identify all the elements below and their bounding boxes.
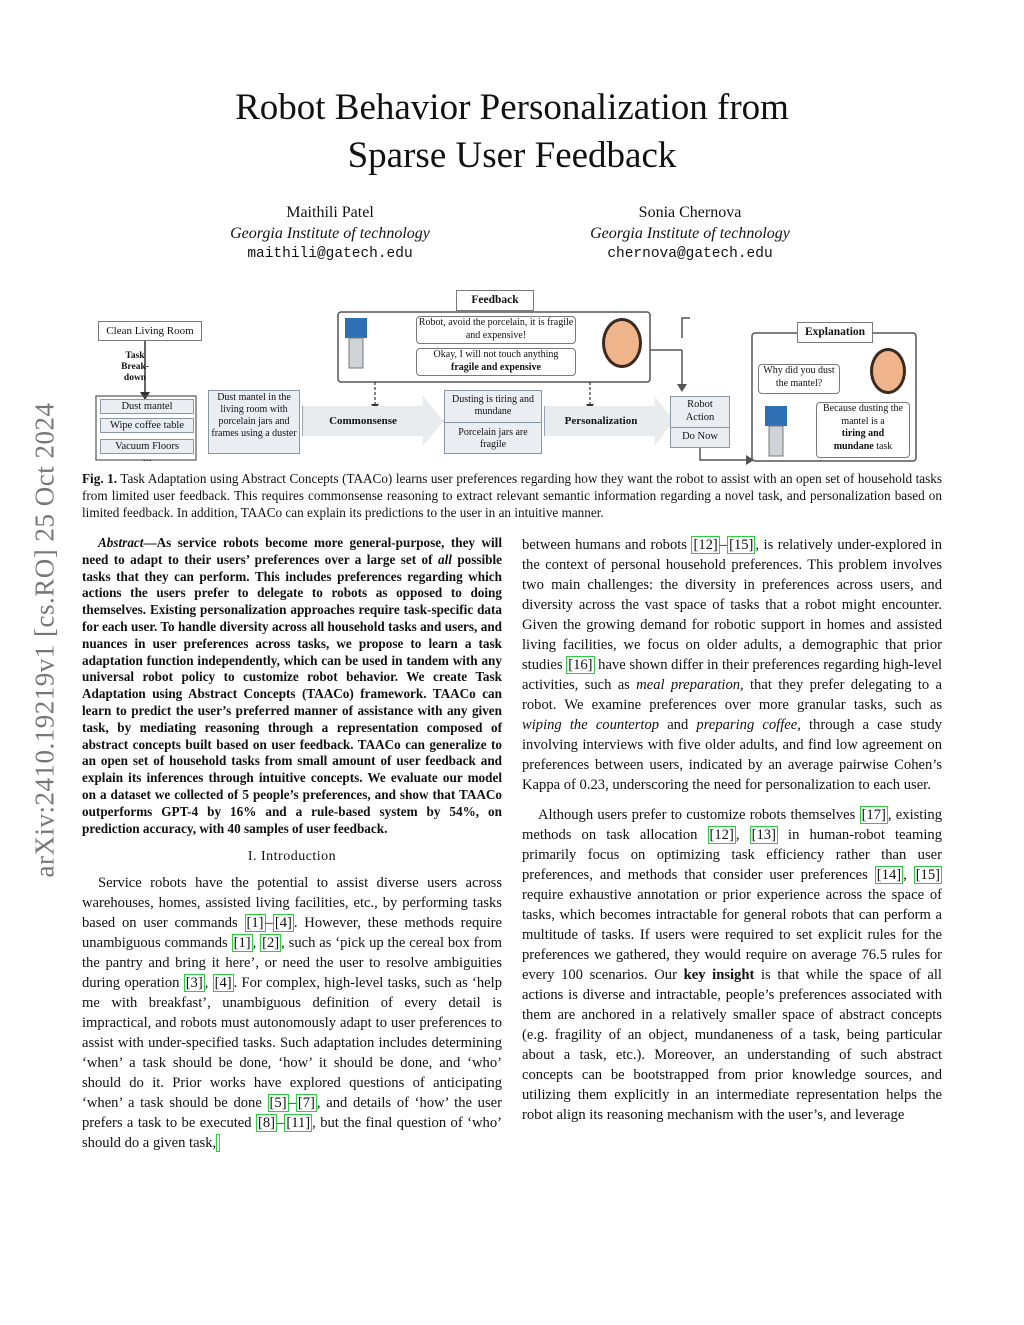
subtask-ellipsis: ... (142, 452, 152, 464)
citation-link[interactable]: [12] (709, 827, 734, 843)
citation-link[interactable]: [15] (729, 537, 754, 553)
citation-link[interactable]: [7] (297, 1095, 315, 1112)
citation-link[interactable]: [1] (233, 935, 251, 952)
abstract-concepts-box: Dusting is tiring and mundane Porcelain jars are fragile (444, 390, 542, 454)
explanation-label: Explanation (797, 322, 873, 343)
citation-link[interactable]: [12] (693, 537, 718, 553)
robot-action-box: Robot Action Do Now (670, 396, 730, 448)
citation-link[interactable]: [16] (568, 657, 593, 673)
citation-link[interactable]: [4] (274, 915, 292, 932)
because-bubble: Because dusting the mantel is a tiring and mundane task (816, 402, 910, 458)
figure-caption (82, 470, 942, 521)
caption-label: Fig. 1. (82, 471, 118, 486)
citation-link[interactable]: [8] (258, 1115, 276, 1132)
intro-paragraph: Service robots have the potential to assist diverse users across warehouses, homes, assisted living facilities, etc., by performing tasks based on user commands [1] – [4] . However, these methods require unambiguous commands [1] , [2] , such as ‘pick up the cereal box from the pantry and bring it here’, or need the user to resolve ambiguities during operation [3] , [4] . For complex, high-level tasks, such as ‘help me with breakfast’, unambiguous definition of every detail is impractical, and robots must autonomously adapt to user preferences to assist with under-specified tasks. Such adaptation includes determining ‘when’ a task should be done, ‘how’ it should be done, and ‘who’ should do it. Prior works have explored questions of anticipating ‘when’ a task should be done [5] – [7] , and details of ‘how’ the user prefers a task to be executed [8] – [11] , but the final question of ‘who’ should do a given task, (82, 875, 502, 1152)
why-question-bubble: Why did you dust the mantel? (758, 364, 840, 394)
citation-link[interactable] (216, 1134, 220, 1152)
commonsense-label: Commonsense (329, 415, 397, 427)
figure-1 (90, 288, 930, 466)
feedback-user-bubble: Robot, avoid the porcelain, it is fragile and expensive! (416, 316, 576, 344)
citation-link[interactable]: [3] (185, 975, 203, 992)
subtask-wipe-coffee-table: Wipe coffee table (100, 418, 194, 433)
personalization-label: Personalization (564, 415, 638, 427)
citation-link[interactable]: [4] (214, 975, 232, 992)
arxiv-sidebar-stamp (22, 330, 68, 950)
citation-link[interactable]: [13] (751, 827, 776, 843)
user-avatar-explanation (870, 348, 906, 394)
abstract: Abstract—As service robots become more general-purpose, they will need to adapt to their users’ preferences over a large set of all possible tasks that they can perform. This includes preferences regarding which actions the users prefer to delegate to robots as opposed to doing themselves. Existing personalization approaches require task-specific data for each user. To handle diversity across all household tasks and users, and nuances in user preferences across tasks, we propose to learn a task adaptation function independently, which can be used in tandem with any universal robot policy to customize robot behavior. We create Task Adaptation using Abstract Concepts (TAACo) framework. TAACo can learn to predict the user’s preferred manner of assistance with any given task, by mediating reasoning through a representation composed of abstract concepts built based on user feedback. TAACo can generalize to an open set of household tasks from small amount of user feedback and explain its inferences through intuitive concepts. We evaluate our model on a dataset we collected of 5 people’s preferences, and show that TAACo outperforms GPT-4 by 16% and a rule-based system by 54%, on prediction accuracy, with 40 samples of user feedback. (82, 535, 503, 836)
subtask-dust-mantel: Dust mantel (100, 399, 194, 414)
feedback-robot-bubble: Okay, I will not touch anything fragile and expensive (416, 348, 576, 376)
citation-link[interactable]: [1] (246, 915, 264, 932)
feedback-label: Feedback (456, 290, 534, 311)
author-name: Maithili Patel (286, 204, 374, 221)
author-email[interactable]: chernova@gatech.edu (607, 246, 773, 262)
subtask-vacuum-floors: Vacuum Floors (100, 439, 194, 454)
author-block-2 (510, 202, 870, 265)
author-block-1 (150, 202, 510, 265)
author-email[interactable]: maithili@gatech.edu (247, 246, 413, 262)
section-heading-introduction: I. Introduction (247, 849, 337, 865)
paper-title: Robot Behavior Personalization from Sparse User Feedback (235, 87, 789, 176)
task-breakdown-label: Task Break-down (121, 351, 149, 383)
left-column (82, 535, 502, 1153)
caption-text: Task Adaptation using Abstract Concepts (TAACo) learns user preferences regarding how they want the robot to assist with an open set of household tasks from limited user feedback. This requires commonsense reasoning to extract relevant semantic information regarding a novel task, and personalization based on limited feedback. In addition, TAACo can explain its predictions to the user in an intuitive manner. (82, 471, 942, 520)
right-column (522, 535, 942, 1125)
author-affiliation: Georgia Institute of technology (590, 225, 790, 242)
task-description-box: Dust mantel in the living room with porcelain jars and frames using a duster (208, 390, 300, 454)
citation-link[interactable]: [15] (915, 867, 941, 883)
citation-link[interactable]: [17] (861, 807, 886, 823)
citation-link[interactable]: [11] (286, 1115, 311, 1132)
intro-paragraph-2: Although users prefer to customize robots themselves [17] , existing methods on task allocation [12] , [13] in human-robot teaming primarily focus on optimizing task efficiency rather than user preferences, and methods that consider user preferences [14] , [15] require exhaustive annotation or prior experience across the space of tasks, which becomes intractable for general robots that can perform a multitude of tasks. If users were required to set explicit rules for the preferences we gathered, they would require on average 76.5 rules for every 100 scenarios. Our key insight is that while the space of all actions is diverse and intractable, people’s preferences associated with them are anchored in a relatively smaller space of abstract concepts (e.g. fragility of an object, mundaneness of a task, being particular about a task, etc.). Moreover, an understanding of such abstract concepts can be bootstrapped from prior knowledge sources, and utilizing them explicitly in an intermediate representation helps the robot align its reasoning mechanism with the user’s, and leverage (522, 807, 943, 1123)
arxiv-identifier: arXiv:2410.19219v1 [cs.RO] 25 Oct 2024 (29, 402, 60, 878)
user-avatar (602, 318, 642, 368)
author-name: Sonia Chernova (638, 204, 742, 221)
intro-paragraph-continued: between humans and robots [12] – [15] , is relatively under-explored in the context of personal household preferences. This problem involves two main challenges: the diversity in preferences across users, and diversity across the vast space of tasks that a robot might encounter. Given the growing demand for robotic support in homes and assisted living facilities, we focus on older adults, a demographic that prior studies [16] have shown differ in their preferences regarding high-level activities, such as meal preparation, that they prefer delegating to a robot. We examine preferences over more granular tasks, such as wiping the countertop and preparing coffee, through a case study involving interviews with five older adults, and find low agreement on preferences between users, indicated by an average pairwise Cohen’s Kappa of 0.23, underscoring the need for personalization to each user. (522, 537, 943, 793)
author-affiliation: Georgia Institute of technology (230, 225, 430, 242)
citation-link[interactable]: [5] (269, 1095, 287, 1112)
citation-link[interactable]: [14] (876, 867, 902, 883)
clean-living-room-box: Clean Living Room (98, 321, 202, 341)
citation-link[interactable]: [2] (262, 935, 280, 952)
